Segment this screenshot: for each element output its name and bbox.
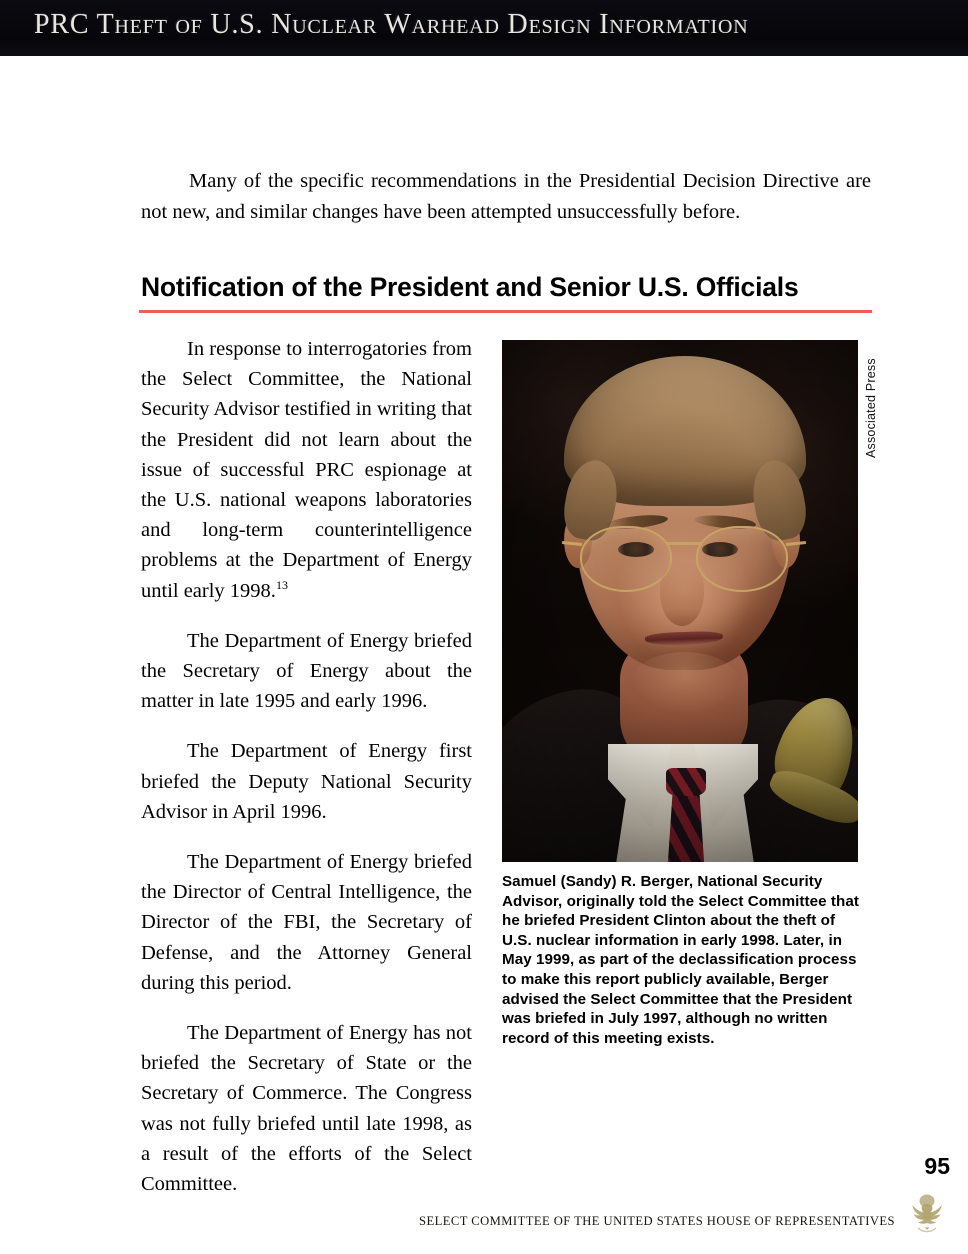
body-paragraph-1 (141, 334, 472, 606)
intro-paragraph: Many of the specific recommendations in the Presidential Decision Directive are not new, and similar changes have been attempted unsuccessfully before. (141, 170, 871, 223)
photo-chin (630, 652, 740, 714)
body-paragraph-2: The Department of Energy briefed the Secretary of Energy about the matter in late 1995 and early 1996. (141, 629, 472, 713)
body-paragraph-4: The Department of Energy briefed the Director of Central Intelligence, the Director of the FBI, the Secretary of Defense, and the Attorney General during this period. (141, 851, 472, 994)
photo-block (502, 340, 858, 862)
photo-lens-right (696, 526, 788, 592)
footnote-marker: 13 (275, 577, 288, 592)
footer-text: SELECT COMMITTEE OF THE UNITED STATES HOUSE OF REPRESENTATIVES (418, 1214, 895, 1228)
photo-necktie-knot (666, 768, 706, 796)
photo-caption: Samuel (Sandy) R. Berger, National Security Advisor, originally told the Select Committee that he briefed President Clinton about the theft of U.S. nuclear information in early 1998. Later, in May 1999, as part of the declassification process to make this report publicly available, Berger advised the Select Committee that the President was briefed in July 1997, although no written record of this meeting exists. (502, 873, 859, 1047)
photo-glasses-bridge (666, 542, 702, 545)
page-header-title: PRC Theft of U.S. Nuclear Warhead Design Information (34, 9, 749, 40)
section-heading: Notification of the President and Senior U.S. Officials (141, 272, 799, 302)
body-paragraph-5: The Department of Energy has not briefed the Secretary of State or the Secretary of Commerce. The Congress was not fully briefed until late 1998, as a result of the efforts of the Select Committee. (141, 1022, 472, 1196)
page-header-banner (0, 0, 968, 56)
page-content (0, 56, 968, 1254)
section-heading-rule (139, 310, 872, 313)
photo-nose (660, 560, 704, 626)
page-number: 95 (924, 1153, 950, 1179)
photo-lens-left (580, 526, 672, 592)
photo-credit: Associated Press (864, 358, 878, 458)
body-text-column (141, 334, 472, 1199)
body-paragraph-3: The Department of Energy first briefed the Deputy National Security Advisor in April 1996. (141, 740, 472, 823)
body-paragraph-1-text: In response to interrogatories from the Select Committee, the National Security Advisor testified in writing that the President did not learn about the issue of successful PRC espionage at the U.S. national weapons laboratories and long-term counterintelligence problems at the Department of Energy until early 1998. (141, 338, 472, 602)
us-house-seal-icon (901, 1190, 953, 1242)
berger-portrait-photo (502, 340, 858, 862)
